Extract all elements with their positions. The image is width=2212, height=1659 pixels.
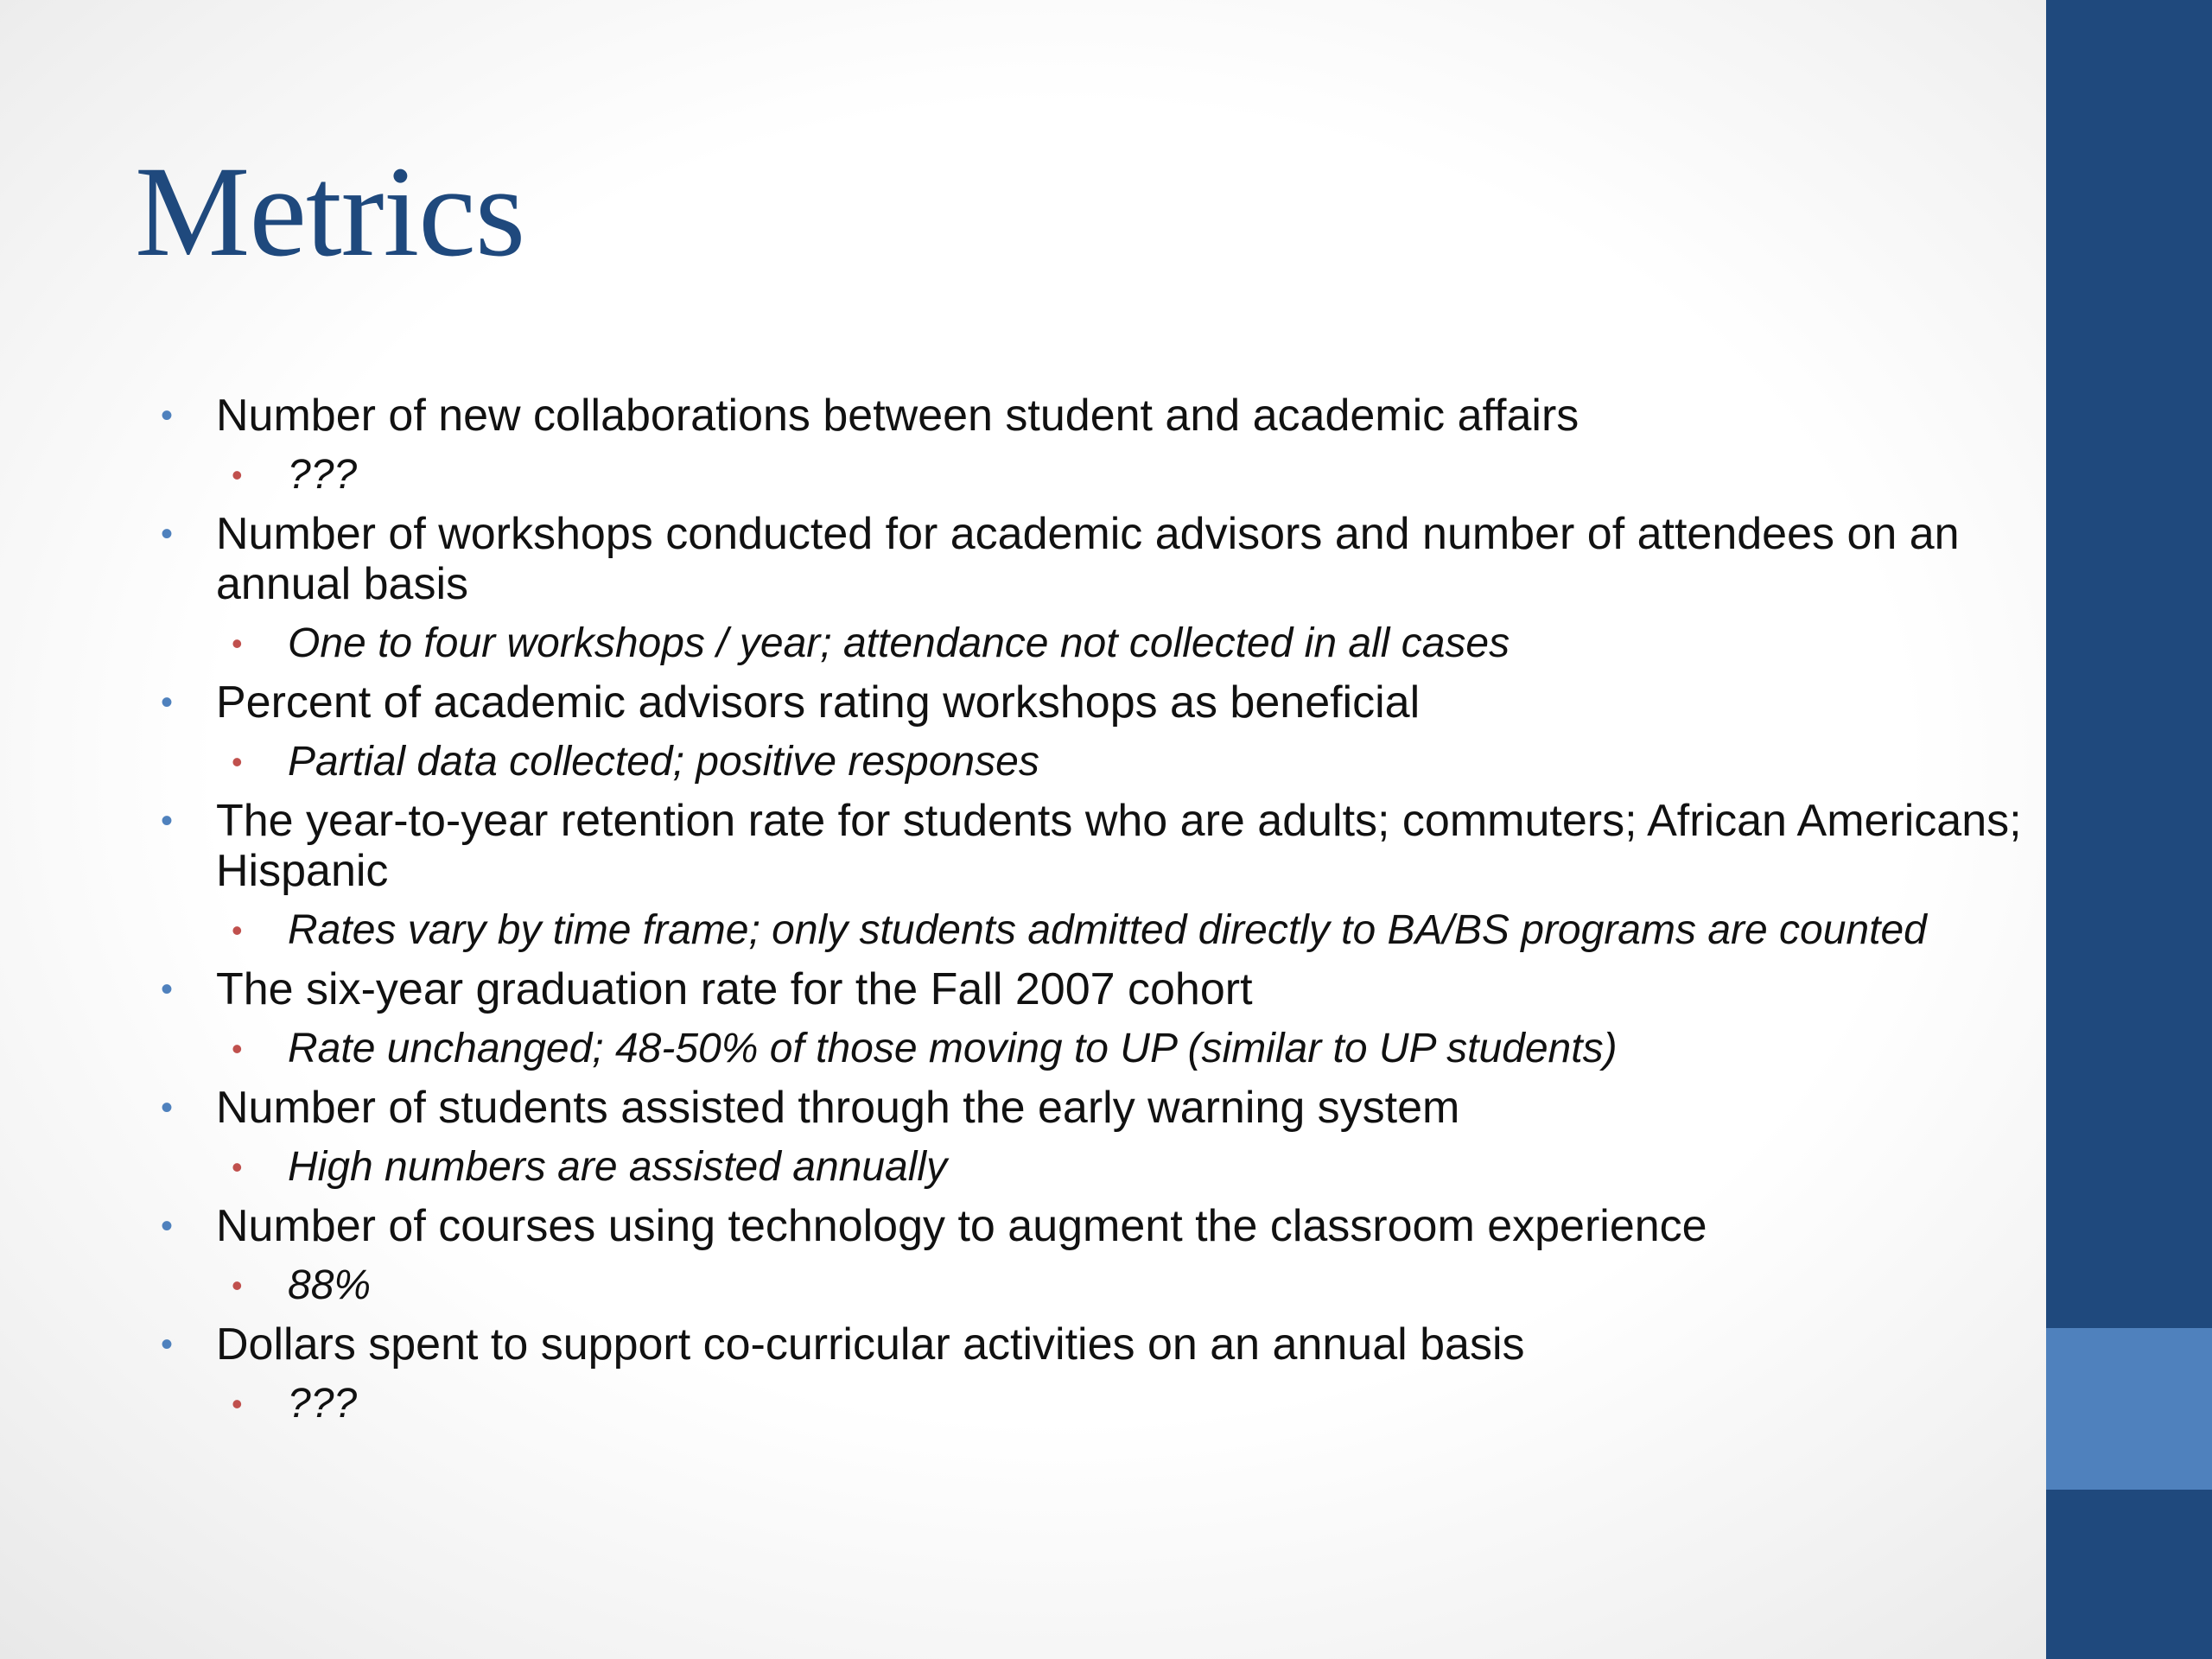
bullet-item: [0, 964, 2022, 1014]
sub-bullet-icon: •: [232, 626, 243, 661]
bullet-list: [0, 391, 2022, 1427]
bullet-item: [0, 1319, 2022, 1370]
sub-bullet-text: Rate unchanged; 48-50% of those moving to UP (similar to UP students): [288, 1026, 1618, 1071]
sub-bullet-icon: •: [232, 1386, 243, 1421]
bullet-text: Number of workshops conducted for academic advisors and number of attendees on an annual basis: [216, 509, 1960, 609]
bullet-icon: •: [161, 1089, 174, 1127]
sub-bullet-text: Partial data collected; positive responses: [288, 739, 1039, 785]
bullet-text: Percent of academic advisors rating workshops as beneficial: [216, 677, 1421, 728]
bullet-text: Number of students assisted through the early warning system: [216, 1083, 1460, 1133]
bullet-text: The six-year graduation rate for the Fall 2007 cohort: [216, 964, 1253, 1014]
bullet-item: [0, 796, 2022, 896]
bullet-item: [0, 391, 2022, 441]
slide-title: Metrics: [135, 140, 525, 283]
sub-bullet-item: [0, 1380, 2022, 1427]
bullet-item: [0, 1201, 2022, 1251]
sub-bullet-icon: •: [232, 1268, 243, 1303]
sub-bullet-text: One to four workshops / year; attendance not collected in all cases: [288, 620, 1510, 666]
sub-bullet-item: [0, 1025, 2022, 1072]
bullet-text: The year-to-year retention rate for students who are adults; commuters; African Americans; Hispanic: [216, 796, 2022, 896]
bullet-icon: •: [161, 970, 174, 1008]
sub-bullet-icon: •: [232, 912, 243, 948]
sub-bullet-text: High numbers are assisted annually: [288, 1144, 948, 1190]
bullet-icon: •: [161, 397, 174, 435]
bullet-text: Dollars spent to support co-curricular activities on an annual basis: [216, 1319, 1525, 1370]
bullet-item: [0, 509, 2022, 609]
sub-bullet-icon: •: [232, 1149, 243, 1185]
sub-bullet-item: [0, 620, 2022, 667]
sub-bullet-item: [0, 1262, 2022, 1309]
sub-bullet-text: ???: [288, 1381, 358, 1427]
bullet-item: [0, 1083, 2022, 1133]
sub-bullet-text: ???: [288, 452, 358, 498]
sub-bullet-icon: •: [232, 744, 243, 779]
bullet-icon: •: [161, 515, 174, 553]
sub-bullet-item: [0, 906, 2022, 954]
bullet-text: Number of courses using technology to augment the classroom experience: [216, 1201, 1707, 1251]
bullet-icon: •: [161, 1207, 174, 1245]
sub-bullet-text: 88%: [288, 1262, 372, 1308]
bullet-icon: •: [161, 1325, 174, 1363]
bullet-text: Number of new collaborations between student and academic affairs: [216, 391, 1580, 441]
sub-bullet-text: Rates vary by time frame; only students admitted directly to BA/BS programs are counted: [288, 907, 1927, 953]
sub-bullet-icon: •: [232, 1031, 243, 1066]
bullet-icon: •: [161, 802, 174, 840]
sub-bullet-item: [0, 451, 2022, 499]
side-decoration-accent: [2046, 1328, 2212, 1490]
sub-bullet-item: [0, 1143, 2022, 1191]
bullet-icon: •: [161, 683, 174, 721]
sub-bullet-item: [0, 738, 2022, 785]
sub-bullet-icon: •: [232, 457, 243, 493]
bullet-item: [0, 677, 2022, 728]
